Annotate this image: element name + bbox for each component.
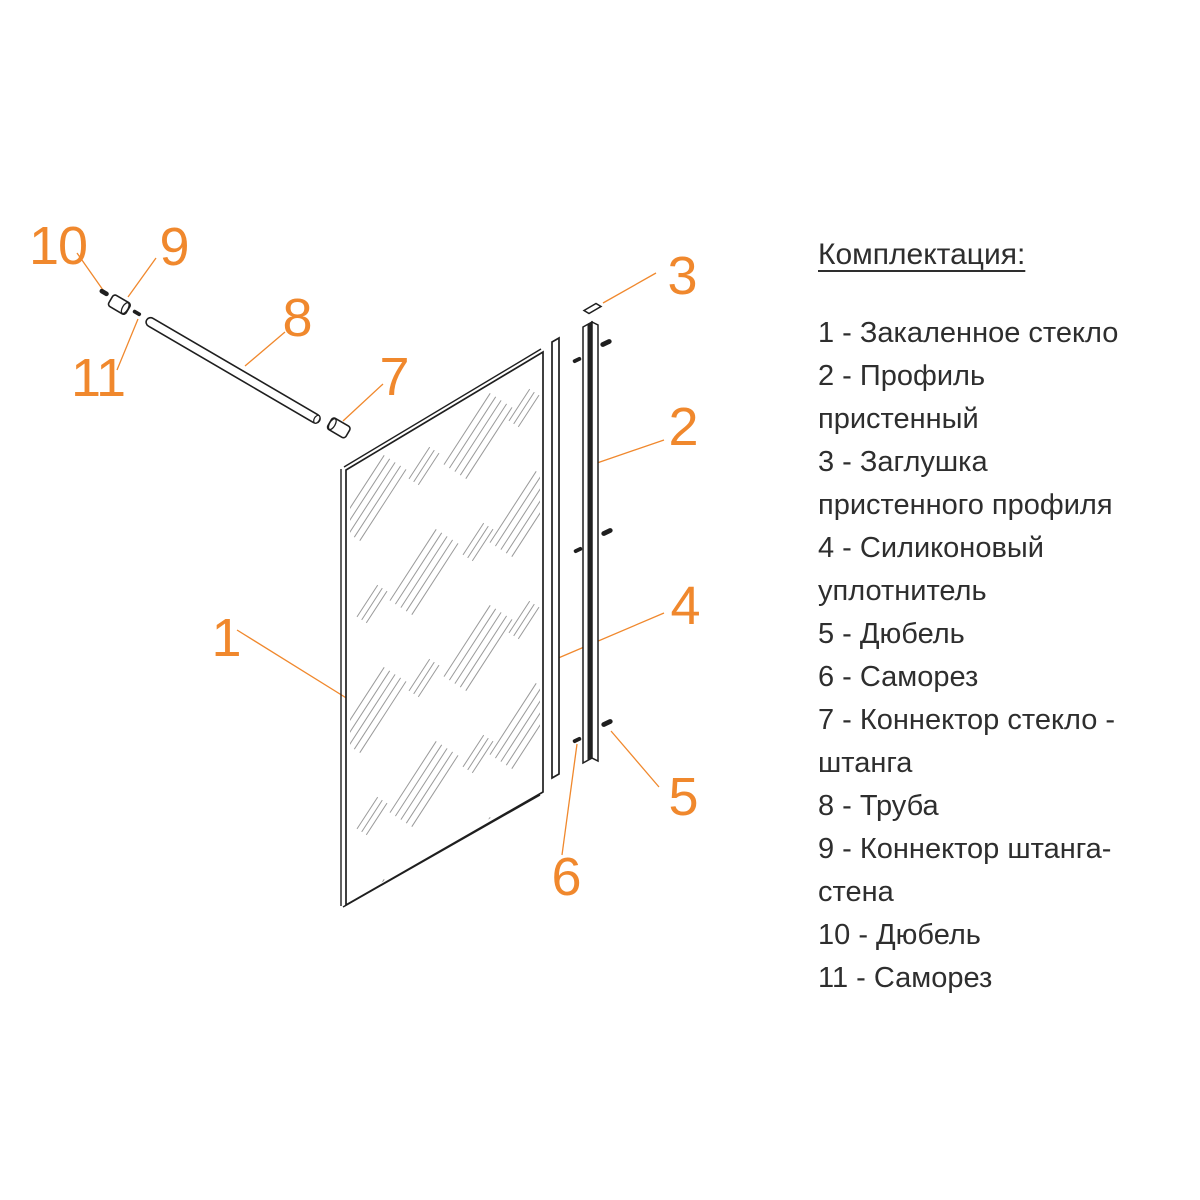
leader-line-8 bbox=[245, 332, 285, 366]
leader-line-2 bbox=[597, 440, 664, 463]
callout-4: 4 bbox=[670, 576, 700, 636]
leader-line-9 bbox=[128, 258, 156, 297]
callout-7: 7 bbox=[379, 347, 409, 407]
screw bbox=[572, 356, 582, 363]
dowel bbox=[601, 718, 614, 727]
callout-11: 11 bbox=[70, 348, 126, 408]
legend-item-4: 4 - Силиконовый уплотнитель bbox=[818, 532, 1044, 607]
legend-item-10: 10 - Дюбель bbox=[818, 919, 981, 951]
callout-9: 9 bbox=[159, 217, 189, 277]
screw bbox=[572, 736, 582, 743]
wall-dowel bbox=[99, 288, 110, 297]
legend-panel bbox=[818, 233, 1196, 1000]
callout-2: 2 bbox=[668, 397, 698, 457]
callout-5: 5 bbox=[668, 767, 698, 827]
leader-line-7 bbox=[343, 384, 383, 421]
screw bbox=[573, 546, 583, 553]
dowel bbox=[600, 338, 613, 347]
callout-3: 3 bbox=[667, 246, 697, 306]
silicone-seal bbox=[552, 338, 559, 778]
callout-1: 1 bbox=[211, 608, 241, 668]
legend-item-11: 11 - Саморез bbox=[818, 962, 993, 994]
wall-screw bbox=[132, 309, 142, 317]
callout-6: 6 bbox=[551, 847, 581, 907]
wall-profile bbox=[583, 322, 598, 763]
leader-line-4 bbox=[556, 613, 664, 659]
callout-8: 8 bbox=[282, 288, 312, 348]
connector-rod-wall bbox=[107, 294, 131, 315]
legend-item-2: 2 - Профиль пристенный bbox=[818, 360, 986, 435]
legend-item-5: 5 - Дюбель bbox=[818, 618, 965, 650]
legend-item-1: 1 - Закаленное стекло bbox=[818, 317, 1119, 349]
leader-line-6 bbox=[562, 744, 577, 855]
leader-line-1 bbox=[237, 630, 356, 704]
legend-title: Комплектация: bbox=[818, 238, 1026, 271]
dowel bbox=[601, 527, 614, 536]
callout-10: 10 bbox=[28, 216, 88, 276]
legend-item-9: 9 - Коннектор штанга- стена bbox=[818, 833, 1112, 908]
connector-glass-rod bbox=[326, 417, 351, 439]
legend-item-8: 8 - Труба bbox=[818, 790, 939, 822]
legend-item-6: 6 - Саморез bbox=[818, 661, 979, 693]
leader-line-5 bbox=[611, 731, 659, 787]
glass-panel bbox=[338, 349, 558, 965]
leader-line-3 bbox=[603, 273, 656, 303]
legend-item-7: 7 - Коннектор стекло - штанга bbox=[818, 704, 1116, 779]
profile-cap bbox=[584, 304, 601, 314]
legend-item-3: 3 - Заглушка пристенного профиля bbox=[818, 446, 1113, 521]
